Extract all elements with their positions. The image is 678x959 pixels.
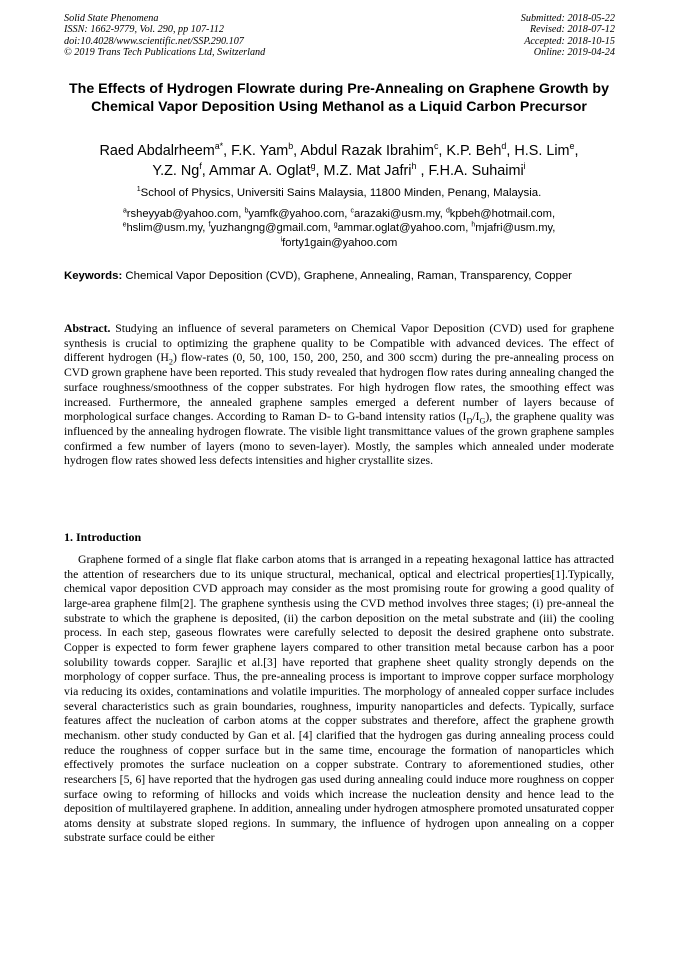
paper-title: The Effects of Hydrogen Flowrate during Pre-Annealing on Graphene Growth by Chemical Vapor Deposition Using Methanol as a Liquid Carbon Precursor [69, 81, 609, 116]
journal-doi[interactable]: doi:10.4028/www.scientific.net/SSP.290.107 [64, 35, 244, 47]
email-link[interactable]: $^c$arazaki@usm.my, [350, 207, 446, 220]
author: H.S. Lim$^e$, [514, 141, 579, 159]
revised-date: Revised: 2018-07-12 [529, 24, 615, 36]
author: F.K. Yam$^b$, [231, 141, 301, 159]
email-link[interactable]: $^b$yamfk@yahoo.com, [244, 207, 351, 220]
author: Y.Z. Ng$^f$, [152, 160, 209, 179]
author: K.P. Beh$^d$, [446, 141, 515, 159]
abstract-label: Abstract. [64, 322, 111, 335]
author: Ammar A. Oglat$^g$, [209, 160, 324, 179]
email-link[interactable]: $^d$kpbeh@hotmail.com, [445, 207, 556, 220]
section-heading: 1. Introduction [64, 530, 142, 544]
author: F.H.A. Suhaimi$^i$ [428, 160, 526, 179]
author: M.Z. Mat Jafri$^h$ , [323, 160, 429, 179]
email-link[interactable]: $^i$forty1gain@yahoo.com [280, 236, 398, 249]
keywords-text: Chemical Vapor Deposition (CVD), Graphene, Annealing, Raman, Transparency, Copper [125, 270, 572, 282]
author: Raed Abdalrheem$^{a*}$, [99, 141, 232, 159]
abstract: Abstract. Studying an influence of several parameters on Chemical Vapor Deposition (CVD) used for graphene synthesis is crucial to optimizing the graphene quality to be Compatible with advanced devices. The effect of different hydrogen $(H_2)$ flow-rates (0, 50, 100, 150, 200, 250, and 300 sccm) during the pre-annealing process on CVD grown graphene have been reported. This study revealed that hydrogen flow rates during annealing changed the surface roughness/smoothness of the copper substrates. For high hydrogen flow rates, the smoothing effect was increased. Furthermore, the annealed graphene samples emerged a deferent number of layers because of morphological surface changes. According to Raman D- to G-band intensity ratios $(I_D/I_G)$, the graphene quality was influenced by the annealing hydrogen flowrate. The visible light transmittance values of the grown graphene samples confirmed a few number of layers (mono to seven-layer). Mostly, the samples which annealed under moderate hydrogen flow rates showed less defects intensities and higher crystallite sizes. [64, 322, 615, 468]
email-link[interactable]: $^a$rsheyyab@yahoo.com, [122, 207, 245, 220]
author-emails [50, 207, 628, 250]
author-list [50, 142, 628, 181]
online-date: Online: 2019-04-24 [533, 47, 615, 59]
keywords-label: Keywords: [64, 270, 123, 282]
email-link[interactable]: $^e$hslim@usm.my, [122, 221, 209, 235]
introduction-paragraph: Graphene formed of a single flat flake carbon atoms that is arranged in a repeating hexagonal lattice has attracted the attention of researchers due to its unique structural, mechanical, optical and electrical properties[1].Typically, chemical vapor deposition CVD approach may consider as the most promising route for growing a good quality of large-area graphene film[2]. The graphene synthesis using the CVD method involves three stages; (i) pre-anneal the substrate to which the graphene is deposited, (ii) the carbon deposition on the metal substrate and (iii) the cooling process. In each step, gaseous flowrates were carefully selected to deposit the desired graphene onto substrate. Copper is expected to form fewer graphene layers compared to other transition metal because carbon has a poor solubility towards copper. Sarajlic et al.[3] have reported that graphene sheet quality strongly depends on the morphology of copper surface. Thus, the pre-annealing process is important to improve copper surface morphology via reducing its oxides, contaminations and volatile impurities. The morphology of annealed copper surface includes several characteristics such as grain boundaries, roughness, impurity nanoparticles and defects. Typically, surface features affect the nucleation of carbon atoms at the copper substrates and therefore, affect the graphene growth mechanism. other study conducted by Gan et al. [4] clarified that the hydrogen gas during annealing process could reduce the roughness of copper surface but in the same time, encourage the formation of nanoparticles which effectively promotes the surface nucleation on a copper substrate. Contrary to aforementioned studies, other researchers [5, 6] have reported that the hydrogen gas used during annealing could induce more roughness on copper surface owing to reforming of hillocks and voids which increase the nucleation density and hence lead to the deposition of multilayered graphene. In addition, annealing under hydrogen atmosphere promoted unsaturated copper atoms density at substrate sloped regions. In summary, the influence of hydrogen upon annealing on a copper substrate surface could be either [64, 553, 614, 845]
keywords [64, 269, 614, 284]
author: Abdul Razak Ibrahim$^c$, [300, 141, 447, 159]
journal-info [64, 13, 265, 59]
journal-name: Solid State Phenomena [64, 13, 159, 24]
affiliation: $^1$School of Physics, Universiti Sains Malaysia, 11800 Minden, Penang, Malaysia. [136, 186, 542, 199]
email-link[interactable]: $^f$yuzhangng@gmail.com, [208, 221, 334, 235]
submission-dates [521, 13, 615, 59]
journal-copyright: © 2019 Trans Tech Publications Ltd, Switzerland [64, 47, 266, 59]
accepted-date: Accepted: 2018-10-15 [524, 35, 615, 47]
journal-issn: ISSN: 1662-9779, Vol. 290, pp 107-112 [64, 24, 224, 36]
email-link[interactable]: $^h$mjafri@usm.my, [471, 221, 556, 235]
submitted-date: Submitted: 2018-05-22 [520, 13, 615, 24]
email-link[interactable]: $^g$ammar.oglat@yahoo.com, [333, 221, 472, 235]
